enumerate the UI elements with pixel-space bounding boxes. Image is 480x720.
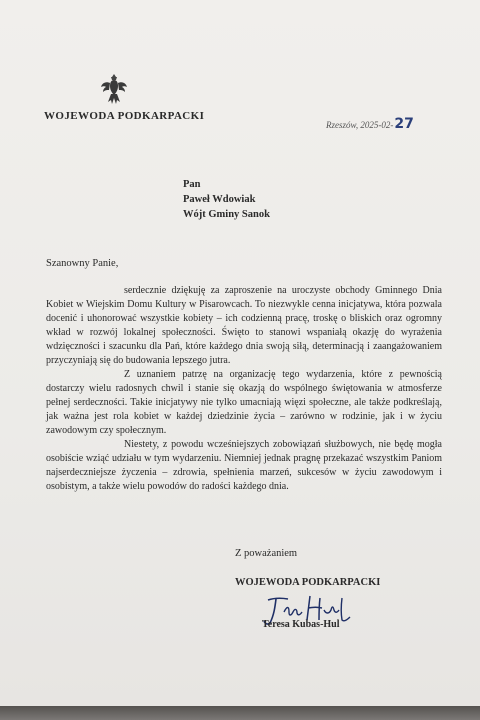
letterhead-office-name: WOJEWODA PODKARPACKI (44, 110, 205, 122)
closing-phrase: Z poważaniem (235, 548, 298, 559)
signer-name: Teresa Kubas-Hul (262, 619, 340, 630)
date-handwritten-day: 27 (394, 116, 414, 132)
signature-office-name: WOJEWODA PODKARPACKI (235, 577, 381, 588)
recipient-line-name: Paweł Wdowiak (183, 194, 256, 205)
letter-body (46, 284, 442, 494)
body-paragraph-1: serdecznie dziękuję za zaproszenie na uroczyste obchody Gminnego Dnia Kobiet w Wiejskim Domu Kultury w Pisarowcach. To niezwykle cenna inicjatywa, która pozwala docenić i uhonorować wszystkie kobiety – ich codzienną pracę, troskę o bliskich oraz ogromny wkład w rozwój lokalnej społeczności. Święto to stanowi wspaniałą okazję do wyrażenia wdzięczności i szacunku dla Pań, które każdego dnia swoją siłą, determinacją i zaangażowaniem przyczyniają się do budowania lepszego jutra. (46, 285, 442, 366)
salutation: Szanowny Panie, (46, 258, 119, 269)
recipient-line-position: Wójt Gminy Sanok (183, 209, 270, 220)
recipient-line-title: Pan (183, 179, 201, 190)
date-printed: Rzeszów, 2025-02- (326, 120, 394, 130)
body-paragraph-3: Niestety, z powodu wcześniejszych zobowiązań służbowych, nie będę mogła osobiście wziąć udziału w tym wydarzeniu. Niemniej jednak pragnę przekazać wszystkim Paniom najserdeczniejsze życzenia – zdrowia, spełnienia marzeń, sukcesów w życiu zawodowym i osobistym, a także wielu powodów do radości każdego dnia. (46, 439, 442, 492)
recipient-address (183, 177, 270, 222)
date-line (326, 116, 414, 132)
polish-eagle-icon (100, 72, 128, 106)
table-surface (0, 706, 480, 720)
body-paragraph-2: Z uznaniem patrzę na organizację tego wydarzenia, które z pewnością dostarczy wielu radosnych chwil i stanie się okazją do wspólnego świętowania w atmosferze pełnej serdeczności. Takie inicjatywy nie tylko umacniają więzi społeczne, ale także podkreślają, jak ważna jest rola kobiet w każdej dziedzinie życia – zarówno w rodzinie, jak i w życiu zawodowym czy społecznym. (46, 369, 442, 436)
